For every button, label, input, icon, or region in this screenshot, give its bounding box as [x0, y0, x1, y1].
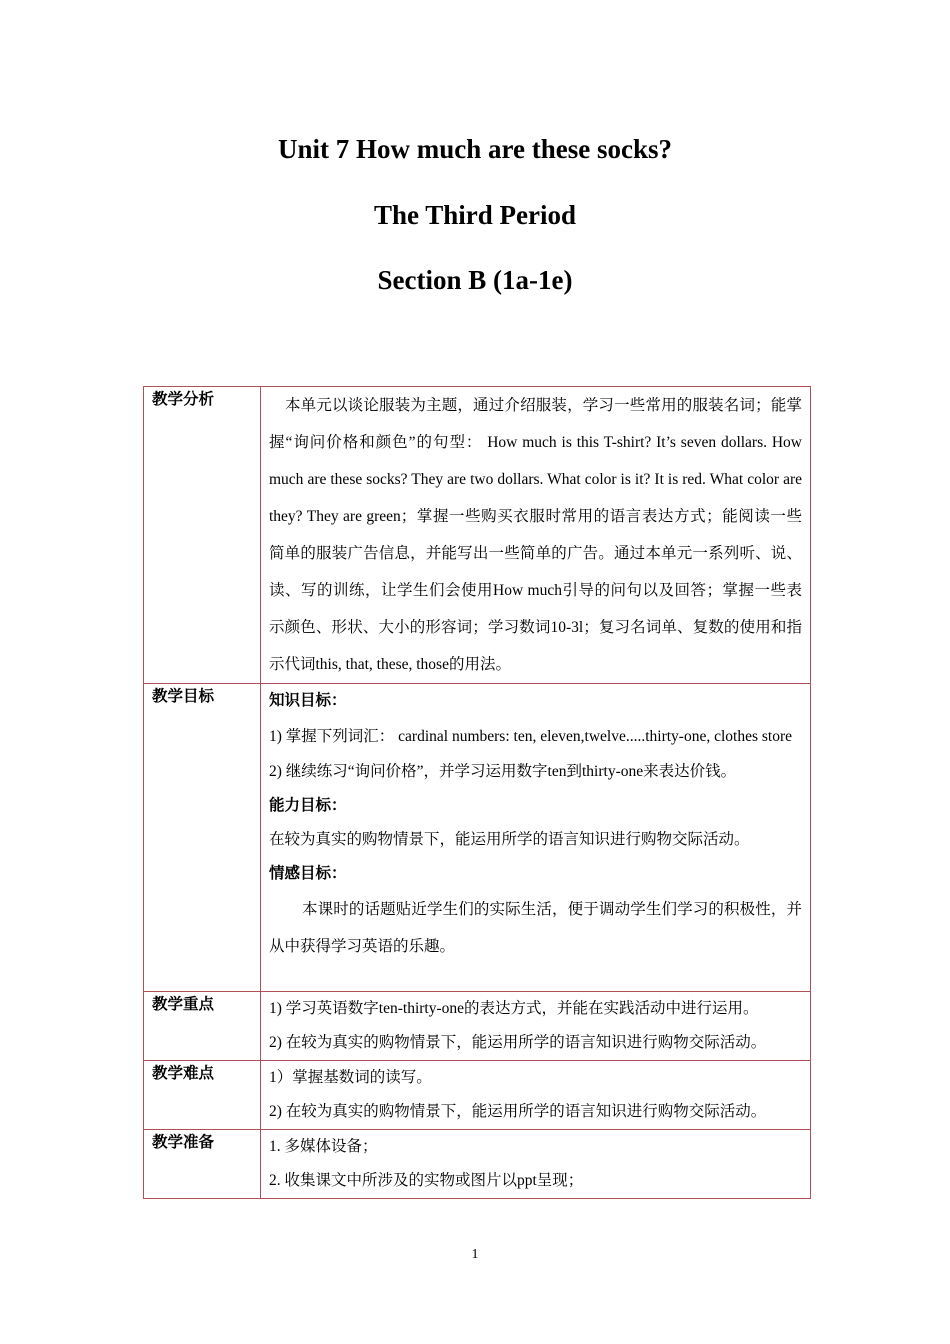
preparation-item-2: 2. 收集课文中所涉及的实物或图片以ppt呈现； — [269, 1172, 584, 1189]
objectives-cell — [261, 684, 811, 992]
difficulty-2: 2) 在较为真实的购物情景下，能运用所学的语言知识进行购物交际活动。 — [269, 1103, 767, 1120]
section-title: Section B (1a-1e) — [377, 265, 573, 295]
table-row-difficulties — [144, 1061, 811, 1130]
key-point-1: 1) 学习英语数字ten-thirty-one的表达方式，并能在实践活动中进行运用。 — [269, 1000, 759, 1017]
page-number: 1 — [471, 1247, 479, 1262]
row-label-key-points: 教学重点 — [144, 992, 261, 1061]
row-label-preparation: 教学准备 — [144, 1130, 261, 1199]
knowledge-item-2: 2) 继续练习“询问价格”，并学习运用数字ten到thirty-one来表达价钱。 — [269, 763, 737, 780]
emotion-item-1: 本课时的话题贴近学生们的实际生活，便于调动学生们学习的积极性，并从中获得学习英语的乐趣。 — [269, 901, 802, 955]
knowledge-item-1: 1) 掌握下列词汇： cardinal numbers: ten, eleven,twelve.....thirty-one, clothes store — [269, 728, 792, 745]
key-points-cell — [261, 992, 811, 1061]
row-label-analysis: 教学分析 — [144, 387, 261, 684]
table-row-analysis — [144, 387, 811, 684]
preparation-item-1: 1. 多媒体设备； — [269, 1138, 378, 1155]
row-label-objectives: 教学目标 — [144, 684, 261, 992]
ability-item-1: 在较为真实的购物情景下，能运用所学的语言知识进行购物交际活动。 — [269, 831, 750, 848]
difficulty-1: 1）掌握基数词的读写。 — [269, 1069, 432, 1086]
lesson-plan-table — [143, 386, 811, 1199]
emotion-heading: 情感目标： — [269, 865, 347, 882]
key-point-2: 2) 在较为真实的购物情景下，能运用所学的语言知识进行购物交际活动。 — [269, 1034, 767, 1051]
preparation-cell — [261, 1130, 811, 1199]
analysis-cell — [261, 387, 811, 684]
ability-heading: 能力目标： — [269, 797, 347, 814]
unit-title: Unit 7 How much are these socks? — [278, 134, 672, 164]
table-row-key-points — [144, 992, 811, 1061]
table-row-objectives — [144, 684, 811, 992]
analysis-text: 本单元以谈论服装为主题，通过介绍服装，学习一些常用的服装名词；能掌握“询问价格和颜色”的句型： How much is this T-shirt? It’s seven dollars. How much are these socks? They are two dollars. What color is it? It is red. What color are they? They are green；掌握一些购买衣服时常用的语言表达方式；能阅读一些简单的服装广告信息，并能写出一些简单的广告。通过本单元一系列听、说、读、写的训练，让学生们会使用How much引导的问句以及回答；掌握一些表示颜色、形状、大小的形容词；学习数词10-3l；复习名词单、复数的使用和指示代词this, that, these, those的用法。 — [269, 397, 802, 673]
table-row-preparation — [144, 1130, 811, 1199]
difficulties-cell — [261, 1061, 811, 1130]
period-title: The Third Period — [373, 200, 577, 230]
row-label-difficulties: 教学难点 — [144, 1061, 261, 1130]
knowledge-heading: 知识目标： — [269, 692, 347, 709]
